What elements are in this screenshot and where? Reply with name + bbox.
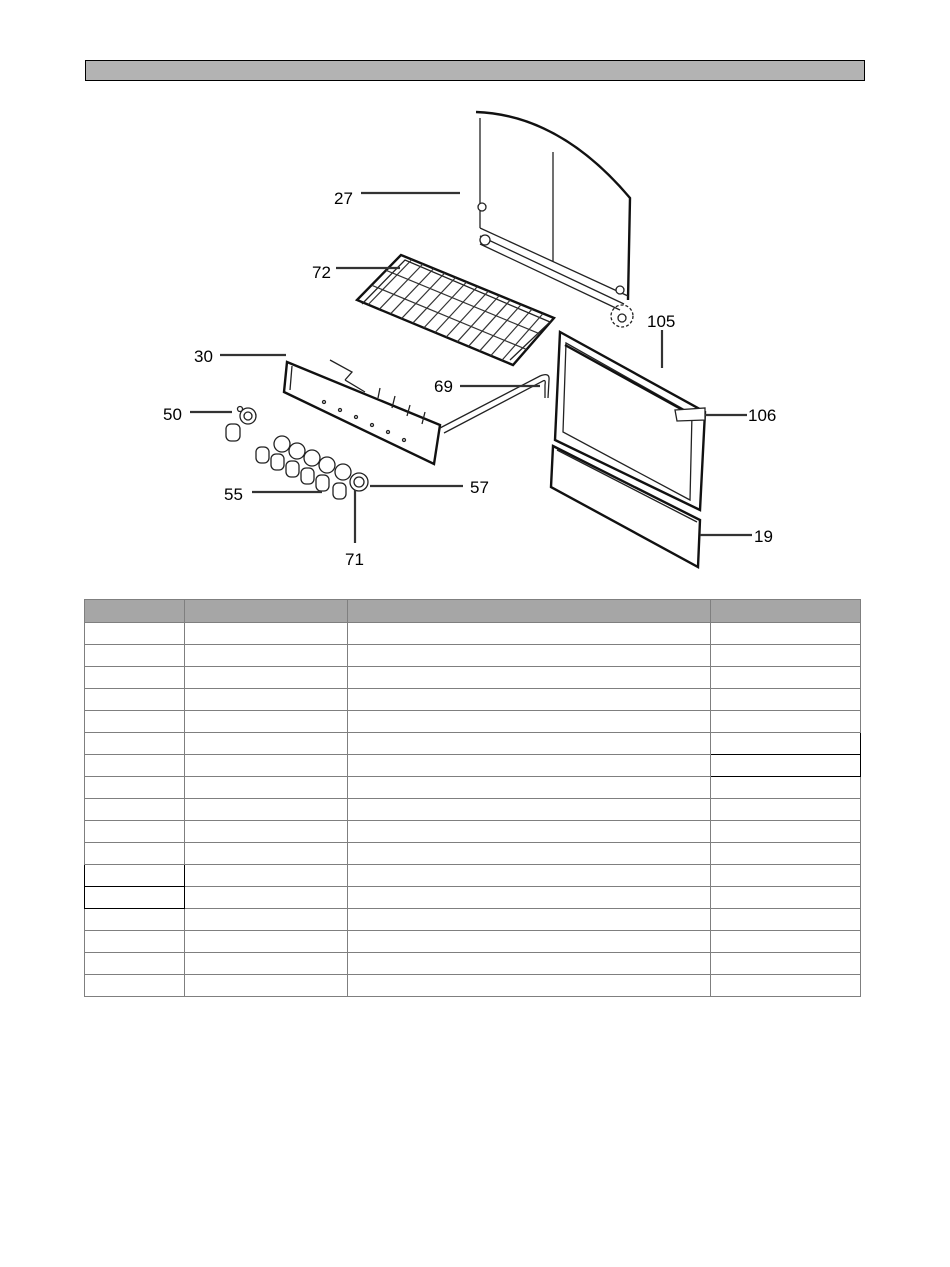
table-cell — [85, 799, 185, 821]
table-cell — [85, 689, 185, 711]
callout-50: 50 — [163, 405, 182, 424]
table-cell — [185, 975, 348, 997]
exploded-parts-diagram — [0, 90, 950, 590]
table-cell — [711, 931, 861, 953]
column-header — [711, 600, 861, 623]
table-cell — [348, 975, 711, 997]
table-cell — [85, 865, 185, 887]
table-row — [85, 865, 861, 887]
table-cell — [348, 887, 711, 909]
table-cell — [185, 645, 348, 667]
table-row — [85, 667, 861, 689]
table-cell — [711, 953, 861, 975]
table-cell — [711, 975, 861, 997]
callout-69: 69 — [434, 377, 453, 396]
column-header — [185, 600, 348, 623]
table-cell — [348, 645, 711, 667]
column-header — [85, 600, 185, 623]
control-knobs-part — [226, 407, 368, 500]
table-row — [85, 931, 861, 953]
table-cell — [711, 909, 861, 931]
table-cell — [348, 733, 711, 755]
table-cell — [185, 667, 348, 689]
callout-72: 72 — [312, 263, 331, 282]
table-cell — [711, 689, 861, 711]
table-row — [85, 887, 861, 909]
table-cell — [348, 953, 711, 975]
table-row — [85, 711, 861, 733]
table-cell — [348, 865, 711, 887]
table-cell — [185, 755, 348, 777]
table-cell — [85, 931, 185, 953]
table-row — [85, 645, 861, 667]
column-header — [348, 600, 711, 623]
table-cell — [348, 755, 711, 777]
table-cell — [85, 975, 185, 997]
table-row — [85, 975, 861, 997]
table-cell — [348, 843, 711, 865]
table-cell — [348, 667, 711, 689]
table-cell — [185, 843, 348, 865]
table-cell — [85, 733, 185, 755]
table-row — [85, 755, 861, 777]
table-cell — [185, 865, 348, 887]
oven-rack-part — [357, 255, 554, 365]
table-cell — [348, 799, 711, 821]
table-cell — [85, 755, 185, 777]
callout-27: 27 — [334, 189, 353, 208]
callout-105: 105 — [647, 312, 676, 331]
table-cell — [348, 623, 711, 645]
table-cell — [711, 777, 861, 799]
parts-list-table — [84, 599, 861, 997]
table-cell — [711, 799, 861, 821]
table-cell — [85, 711, 185, 733]
table-row — [85, 689, 861, 711]
table-cell — [85, 953, 185, 975]
table-cell — [348, 821, 711, 843]
table-cell — [85, 843, 185, 865]
table-row — [85, 733, 861, 755]
table-cell — [85, 887, 185, 909]
callout-19: 19 — [754, 527, 773, 546]
table-cell — [185, 733, 348, 755]
callout-57: 57 — [470, 478, 489, 497]
table-cell — [711, 711, 861, 733]
table-row — [85, 821, 861, 843]
table-header-row — [85, 600, 861, 623]
table-cell — [711, 843, 861, 865]
callout-55: 55 — [224, 485, 243, 504]
section-title-bar — [85, 60, 865, 81]
table-row — [85, 909, 861, 931]
table-cell — [85, 909, 185, 931]
table-cell — [185, 821, 348, 843]
control-panel-part — [284, 360, 440, 464]
table-row — [85, 799, 861, 821]
table-cell — [85, 777, 185, 799]
table-cell — [348, 711, 711, 733]
callout-30: 30 — [194, 347, 213, 366]
table-row — [85, 623, 861, 645]
table-row — [85, 953, 861, 975]
table-cell — [185, 953, 348, 975]
table-cell — [348, 909, 711, 931]
table-cell — [85, 821, 185, 843]
parts-table-body — [85, 623, 861, 997]
table-cell — [711, 733, 861, 755]
table-cell — [185, 887, 348, 909]
drawer-front-part — [551, 446, 700, 567]
table-cell — [348, 777, 711, 799]
table-row — [85, 777, 861, 799]
table-cell — [185, 689, 348, 711]
oven-door-part — [555, 332, 705, 510]
table-cell — [185, 777, 348, 799]
table-cell — [711, 887, 861, 909]
table-cell — [711, 821, 861, 843]
table-cell — [185, 909, 348, 931]
table-cell — [348, 931, 711, 953]
table-cell — [711, 667, 861, 689]
table-cell — [711, 623, 861, 645]
rack-crossbar — [372, 285, 527, 349]
table-cell — [85, 645, 185, 667]
table-cell — [711, 755, 861, 777]
table-cell — [711, 645, 861, 667]
table-cell — [85, 667, 185, 689]
gas-pipe-part — [440, 375, 549, 433]
table-cell — [348, 689, 711, 711]
table-cell — [711, 865, 861, 887]
callout-106: 106 — [748, 406, 777, 425]
table-cell — [85, 623, 185, 645]
table-cell — [185, 711, 348, 733]
table-cell — [185, 799, 348, 821]
callout-71: 71 — [345, 550, 364, 569]
table-row — [85, 843, 861, 865]
table-cell — [185, 931, 348, 953]
table-cell — [185, 623, 348, 645]
